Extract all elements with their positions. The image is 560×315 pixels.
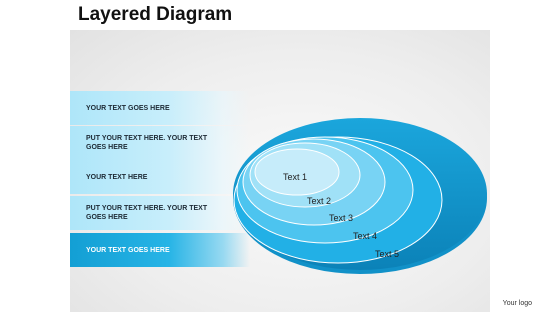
text-bar-label: PUT YOUR TEXT HERE. YOUR TEXT GOES HERE xyxy=(86,205,208,221)
text-bar-label: PUT YOUR TEXT HERE. YOUR TEXT GOES HERE xyxy=(86,135,208,151)
layer-5-label: Text 5 xyxy=(375,249,400,259)
text-bar-label: YOUR TEXT HERE xyxy=(86,173,148,181)
page-title: Layered Diagram xyxy=(78,4,233,25)
logo-placeholder: Your logo xyxy=(502,300,532,307)
text-bar-label: YOUR TEXT GOES HERE xyxy=(86,104,170,112)
layer-1-label: Text 1 xyxy=(283,172,308,182)
layer-2-label: Text 2 xyxy=(307,196,332,206)
layer-4-label: Text 4 xyxy=(353,231,378,241)
text-bar-label: YOUR TEXT GOES HERE xyxy=(86,246,170,254)
layer-3-label: Text 3 xyxy=(329,213,354,223)
